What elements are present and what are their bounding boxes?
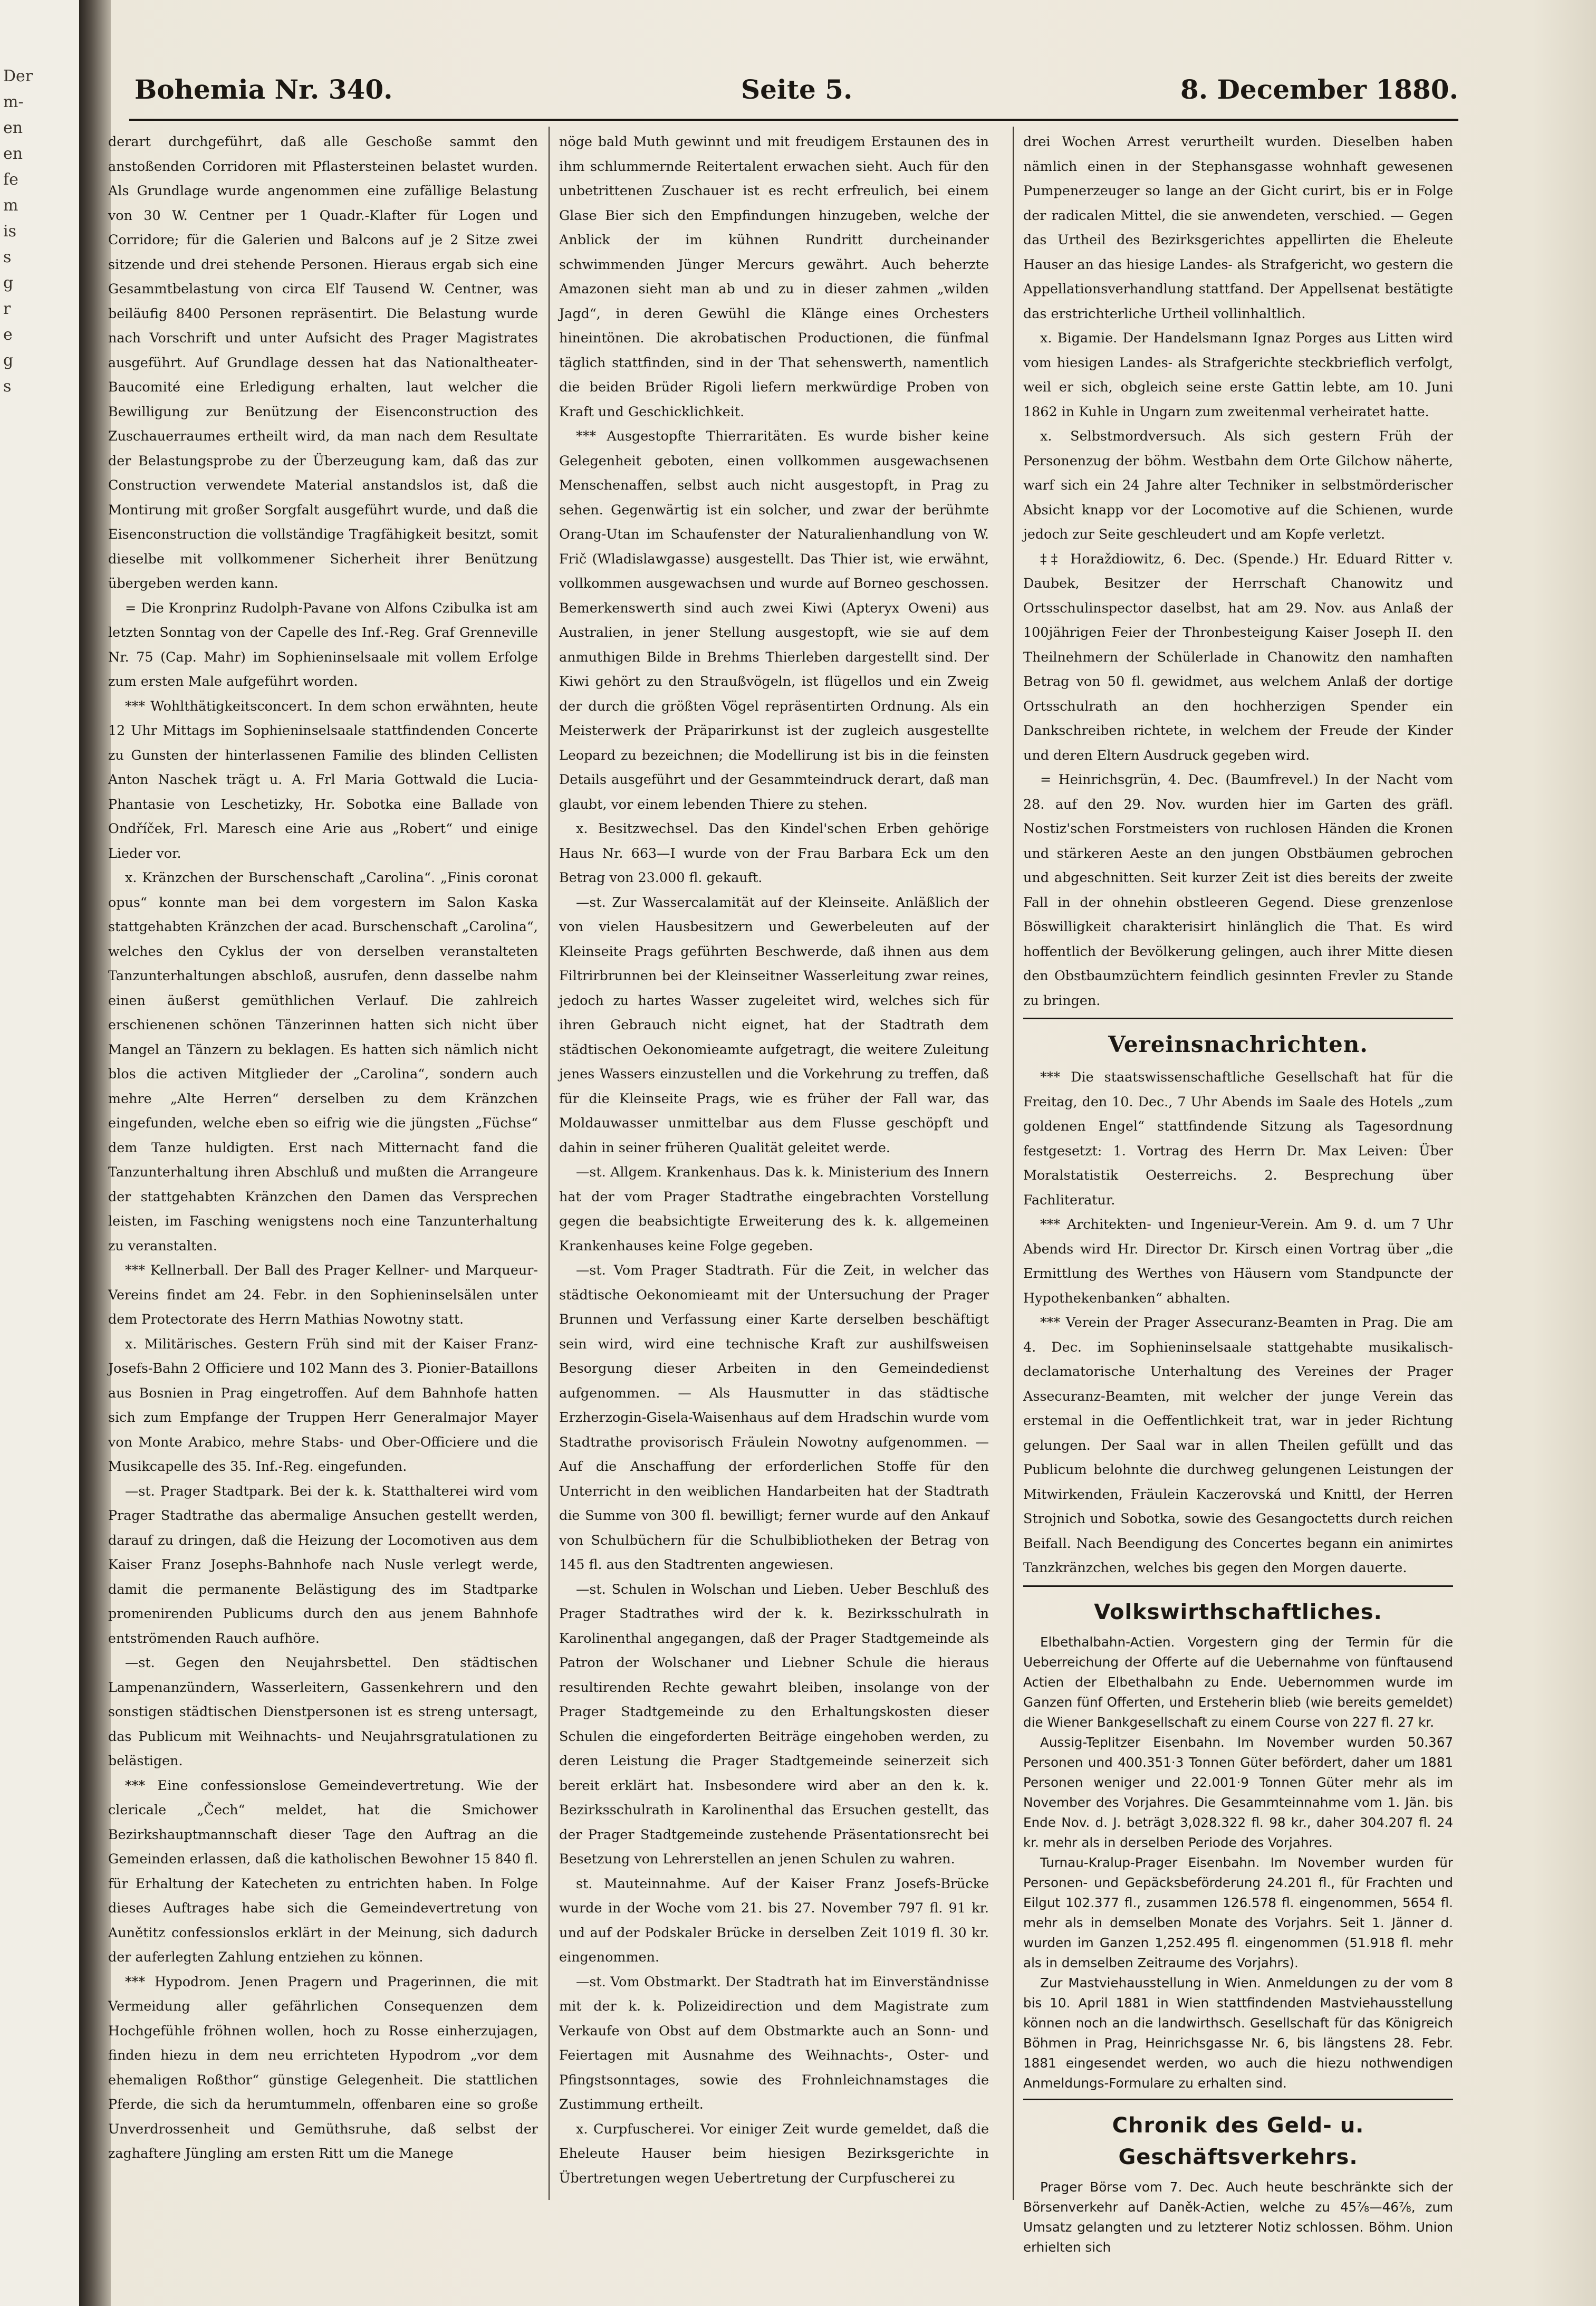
article-paragraph: *** Architekten- und Ingenieur-Verein. Am 9. d. um 7 Uhr Abends wird Hr. Director Dr. Kirsch einen Vortrag über „die Ermittlung des Werthes von Häusern vom Standpuncte der Hypothekenbanken“ abhalten.: [1023, 1216, 1453, 1306]
section-heading-volkswirthschaftliches: Volkswirthschaftliches.: [1094, 1600, 1382, 1624]
binding-gutter: [79, 0, 111, 2306]
previous-page-fragment: en: [3, 145, 23, 163]
article-paragraph: x. Militärisches. Gestern Früh sind mit der Kaiser Franz-Josefs-Bahn 2 Officiere und 102 Mann des 3. Pionier-Bataillons aus Bosnien in Prag eingetroffen. Auf dem Bahnhofe hatten sich zum Empfange der Truppen Herr Generalmajor Mayer von Monte Arabico, mehre Stabs- und Ober-Officiere und die Musikcapelle des 35. Inf.-Reg. eingefunden.: [108, 1335, 538, 1474]
article-paragraph: derart durchgeführt, daß alle Geschoße sammt den anstoßenden Corridoren mit Pflastersteinen belastet wurden. Als Grundlage wurde angenommen eine zufällige Belastung von 30 W. Centner per 1 Quadr.-Klafter für Logen und Corridore; für die Galerien und Balcons auf je 2 Sitze zwei sitzende und drei stehende Personen. Hieraus ergab sich eine Gesammtbelastung von circa Elf Tausend W. Centner, was beiläufig 8400 Personen repräsentirt. Die Belastung wurde nach Vorschrift und unter Aufsicht des Prager Magistrates ausgeführt. Auf Grundlage dessen hat das Nationaltheater-Baucomité eine Erledigung erhalten, laut welcher die Bewilligung zur Benützung der Eisenconstruction des Zuschauerraumes ertheilt wird, da man nach dem Resultate der Belastungsprobe zu der Überzeugung kam, daß das zur Construction verwendete Material anstandslos ist, daß die Montirung mit großer Sorgfalt ausgeführt wurde, und daß die Eisenconstruction die vollständige Tragfähigkeit besitzt, somit dieselbe mit vollkommener Sicherheit ihrer Benützung übergeben werden kann.: [108, 133, 538, 591]
column-rule: [549, 127, 550, 2200]
column-rule: [1013, 127, 1014, 2200]
previous-page-fragment: g: [3, 351, 14, 370]
previous-page-fragment: fe: [3, 170, 18, 189]
article-paragraph: x. Besitzwechsel. Das den Kindel'schen Erben gehörige Haus Nr. 663—I wurde von der Frau Barbara Eck um den Betrag von 23.000 fl. gekauft.: [559, 820, 989, 885]
article-paragraph: *** Verein der Prager Assecuranz-Beamten in Prag. Die am 4. Dec. im Sophieninselsaale stattgehabte musikalisch-declamatorische Unterhaltung des Vereines der Prager Assecuranz-Beamten, mit welcher der junge Verein das erstemal in die Oeffentlichkeit trat, war in jeder Richtung gelungen. Der Saal war in allen Theilen gefüllt und das Publicum belohnte die durchweg gelungenen Leistungen der Mitwirkenden, Fräulein Kaczerovská und Knittl, der Herren Strojnich und Sobotka, sowie des Gesangoctetts durch reichen Beifall. Nach Beendigung des Concertes begann ein animirtes Tanzkränzchen, welches bis gegen den Morgen dauerte.: [1023, 1314, 1453, 1575]
previous-page-fragment: g: [3, 274, 14, 292]
article-paragraph: x. Curpfuscherei. Vor einiger Zeit wurde gemeldet, daß die Eheleute Hauser beim hiesigen Bezirksgerichte in Übertretungen wegen Uebertretung der Curpfuscherei zu: [559, 2120, 989, 2186]
previous-page-fragment: m-: [3, 93, 24, 111]
article-paragraph: *** Ausgestopfte Thierraritäten. Es wurde bisher keine Gelegenheit geboten, einen vollkommen ausgewachsenen Menschenaffen, selbst auch nicht ausgestopft, in Prag zu sehen. Gegenwärtig ist ein solcher, und zwar der berühmte Orang-Utan im Schaufenster der Naturalienhandlung von W. Frič (Wladislawgasse) ausgestellt. Das Thier ist, wie erwähnt, vollkommen ausgewachsen und wurde auf Borneo geschossen. Bemerkenswerth sind auch zwei Kiwi (Apteryx Oweni) aus Australien, in jener Stellung ausgestopft, wie sie auf dem anmuthigen Bilde in Brehms Thierleben dargestellt sind. Der Kiwi gehört zu den Straußvögeln, ist flügellos und ein Zweig der durch die größten Vögel repräsentirten Ordnung. Als ein Meisterwerk der Präparirkunst ist der zugleich ausgestellte Leopard zu bezeichnen; die Modellirung ist bis in die feinsten Details ausgeführt und der Gesammteindruck derart, daß man glaubt, vor einem lebenden Thiere zu stehen.: [559, 428, 989, 812]
article-paragraph: —st. Prager Stadtpark. Bei der k. k. Statthalterei wird vom Prager Stadtrathe das abermalige Ansuchen gestellt werden, darauf zu dringen, daß die Heizung der Locomotiven aus dem Kaiser Franz Josephs-Bahnhofe nach Nusle verlegt werde, damit die permanente Belästigung des im Stadtparke promenirenden Publicums durch den aus jenem Bahnhofe entströmenden Rauch aufhöre.: [108, 1482, 538, 1646]
section-rule: [1023, 1018, 1453, 1019]
article-paragraph: = Heinrichsgrün, 4. Dec. (Baumfrevel.) In der Nacht vom 28. auf den 29. Nov. wurden hier im Garten des gräfl. Nostiz'schen Forstmeisters von ruchlosen Händen die Kronen und stärkeren Aeste an den jungen Obstbäumen gebrochen und abgeschnitten. Seit kurzer Zeit ist dies bereits der zweite Fall in der ohnehin obstleeren Gegend. Diese grenzenlose Böswilligkeit charakterisirt hinlänglich die That. Es wird hoffentlich der Bevölkerung gelingen, auch ihrer Mitte diesen den Obstbaumzüchtern feindlich gesinnten Frevler zu Stande zu bringen.: [1023, 771, 1453, 1008]
article-paragraph: ‡‡ Horaždiowitz, 6. Dec. (Spende.) Hr. Eduard Ritter v. Daubek, Besitzer der Herrschaft Chanowitz und Ortsschulinspector daselbst, hat am 29. Nov. aus Anlaß der 100jährigen Feier der Thronbesteigung Kaiser Joseph II. den Theilnehmern der Schülerlade in Chanowitz den namhaften Betrag von 50 fl. gewidmet, aus welchem Anlaß der dortige Ortsschulrath an den hochherzigen Spender ein Dankschreiben richtete, in welchem der Freude der Kinder und deren Eltern Ausdruck gegeben wird.: [1023, 550, 1453, 763]
section-heading-vereinsnachrichten: Vereinsnachrichten.: [1108, 1031, 1368, 1057]
article-paragraph: drei Wochen Arrest verurtheilt wurden. Dieselben haben nämlich einen in der Stephansgasse wohnhaft gewesenen Pumpenerzeuger so lange an der Gicht curirt, bis er in Folge der radicalen Mittel, die sie anwendeten, verschied. — Gegen das Urtheil des Bezirksgerichtes appellirten die Eheleute Hauser an das hiesige Landes- als Strafgericht, wo gestern die Appellationsverhandlung stattfand. Der Appellsenat bestätigte das erstrichterliche Urtheil vollinhaltlich.: [1023, 133, 1453, 321]
previous-page-fragment: s: [3, 377, 12, 396]
previous-page-fragment: en: [3, 119, 23, 137]
article-paragraph: —st. Schulen in Wolschan und Lieben. Ueber Beschluß des Prager Stadtrathes wird der k. k. Bezirksschulrath in Karolinenthal angegangen, daß der Prager Stadtgemeinde als Patron der Wolschaner und Liebner Schule die hieraus resultirenden Rechte gewahrt bleiben, insolange von der Prager Stadtgemeinde zu den Erhaltungskosten dieser Schulen die eingeforderten Beiträge eingehoben werden, zu deren Leistung die Prager Stadtgemeinde seinerzeit sich bereit erklärt hat. Insbesondere wird aber an den k. k. Bezirksschulrath in Karolinenthal das Ersuchen gestellt, das der Prager Stadtgemeinde zustehende Präsentationsrecht bei Besetzung von Lehrerstellen an jenen Schulen zu wahren.: [559, 1581, 989, 1867]
header-rule: [129, 119, 1458, 121]
article-paragraph: Prager Börse vom 7. Dec. Auch heute beschränkte sich der Börsenverkehr auf Daněk-Actien, welche zu 45⅞—46⅞, zum Umsatz gelangten und zu letzterer Notiz schlossen. Böhm. Union erhielten sich: [1023, 2179, 1453, 2255]
previous-page-fragment: s: [3, 248, 12, 266]
section-heading-chronik: Chronik des Geld- u. Geschäftsverkehrs.: [1112, 2113, 1364, 2169]
page-header: [129, 74, 1458, 121]
column-3: [1023, 129, 1453, 2255]
article-paragraph: *** Kellnerball. Der Ball des Prager Kellner- und Marqueur-Vereins findet am 24. Febr. in den Sophieninselsälen unter dem Protectorate des Herrn Mathias Nowotny statt.: [108, 1262, 538, 1327]
issue-date: 8. December 1880.: [1180, 74, 1458, 105]
previous-page-fragment: Der: [3, 67, 33, 85]
article-paragraph: x. Bigamie. Der Handelsmann Ignaz Porges aus Litten wird vom hiesigen Landes- als Strafgerichte steckbrieflich verfolgt, weil er sich, obgleich seine erste Gattin lebte, am 10. Juni 1862 in Kuhle in Ungarn zum zweitenmal verheiratet hatte.: [1023, 330, 1453, 419]
previous-page-fragments: [3, 63, 40, 399]
article-paragraph: st. Mauteinnahme. Auf der Kaiser Franz Josefs-Brücke wurde in der Woche vom 21. bis 27. November 797 fl. 91 kr. und auf der Podskaler Brücke in derselben Zeit 1019 fl. 30 kr. eingenommen.: [559, 1875, 989, 1965]
article-paragraph: —st. Allgem. Krankenhaus. Das k. k. Ministerium des Innern hat der vom Prager Stadtrathe eingebrachten Vorstellung gegen die beabsichtigte Erweiterung des k. k. allgemeinen Krankenhauses keine Folge gegeben.: [559, 1164, 989, 1254]
previous-page-fragment: r: [3, 300, 11, 318]
previous-page-fragment: m: [3, 196, 18, 215]
previous-page-fragment: e: [3, 326, 13, 344]
section-rule: [1023, 1585, 1453, 1587]
article-paragraph: x. Selbstmordversuch. Als sich gestern Früh der Personenzug der böhm. Westbahn dem Orte Gilchow näherte, warf sich ein 24 Jahre alter Techniker in selbstmörderischer Absicht knapp vor der Locomotive auf die Schienen, wurde jedoch zur Seite geschleudert und am Kopfe verletzt.: [1023, 428, 1453, 542]
column-1: [108, 129, 538, 2197]
article-paragraph: Turnau-Kralup-Prager Eisenbahn. Im November wurden für Personen- und Gepäcksbeförderung 24.201 fl., für Frachten und Eilgut 102.377 fl., zusammen 126.578 fl. eingenommen, 5654 fl. mehr als in demselben Monate des Vorjahrs. Seit 1. Jänner d. wurden im Ganzen 1,252.495 fl. eingenommen (51.918 fl. mehr als in demselben Zeitraume des Vorjahrs).: [1023, 1854, 1453, 1970]
article-paragraph: *** Hypodrom. Jenen Pragern und Pragerinnen, die mit Vermeidung aller gefährlichen Consequenzen dem Hochgefühle fröhnen wollen, hoch zu Rosse einherzujagen, finden hiezu in dem neu errichteten Hypodrom „vor dem ehemaligen Roßthor“ günstige Gelegenheit. Die stattlichen Pferde, die sich da herumtummeln, offenbaren eine so große Unverdrossenheit und Gemüthsruhe, daß selbst der zaghaftere Jüngling am ersten Ritt um die Manege: [108, 1973, 538, 2161]
article-paragraph: —st. Gegen den Neujahrsbettel. Den städtischen Lampenanzündern, Wasserleitern, Gassenkehrern und den sonstigen städtischen Dienstpersonen ist es streng untersagt, das Publicum mit Weihnachts- und Neujahrsgratulationen zu belästigen.: [108, 1654, 538, 1768]
article-paragraph: Aussig-Teplitzer Eisenbahn. Im November wurden 50.367 Personen und 400.351·3 Tonnen Güter befördert, daher um 1881 Personen weniger und 22.001·9 Tonnen Güter mehr als im November des Vorjahres. Die Gesammteinnahme vom 1. Jän. bis Ende Nov. d. J. beträgt 3,028.322 fl. 98 kr., daher 304.207 fl. 24 kr. mehr als in derselben Periode des Vorjahres.: [1023, 1734, 1453, 1850]
article-paragraph: = Die Kronprinz Rudolph-Pavane von Alfons Czibulka ist am letzten Sonntag von der Capelle des Inf.-Reg. Graf Grenneville Nr. 75 (Cap. Mahr) im Sophieninselsaale mit vollem Erfolge zum ersten Male aufgeführt worden.: [108, 599, 538, 689]
article-paragraph: —st. Zur Wassercalamität auf der Kleinseite. Anläßlich der von vielen Hausbesitzern und Gewerbeleuten auf der Kleinseite Prags geführten Beschwerde, daß ihnen aus dem Filtrirbrunnen bei der Kleinseitner Wasserleitung zwar reines, jedoch zu hartes Wasser zugeleitet wird, welches sich für ihren Gebrauch nicht eignet, hat der Stadtrath dem städtischen Oekonomieamte aufgetragt, die weitere Zuleitung jenes Wassers einzustellen und die Vorkehrung zu treffen, daß für die Kleinseite Prags, wie es früher der Fall war, das Moldauwasser unmittelbar aus dem Flusse geschöpft und dahin in seiner früheren Qualität geleitet werde.: [559, 894, 989, 1155]
column-2: [559, 129, 989, 2197]
article-paragraph: *** Eine confessionslose Gemeindevertretung. Wie der clericale „Čech“ meldet, hat die Smichower Bezirkshauptmannschaft dieser Tage den Auftrag an die Gemeinden erlassen, daß die katholischen Bewohner 15 840 fl. für Erhaltung der Katecheten zu entrichten haben. In Folge dieses Auftrages habe sich die Gemeindevertretung von Aunětitz confessionslos erklärt in der Meinung, sich dadurch der auferlegten Zahlung entziehen zu können.: [108, 1777, 538, 1965]
article-paragraph: nöge bald Muth gewinnt und mit freudigem Erstaunen des in ihm schlummernde Reitertalent erwachen sieht. Auch für den unbetrittenen Zuschauer ist es recht erfreulich, bei einem Glase Bier sich den Empfindungen hinzugeben, welche der Anblick der im kühnen Rundritt durcheinander schwimmenden Jünger Mercurs gewährt. Auch beherzte Amazonen sieht man ab und zu in dieser zahmen „wilden Jagd“, in deren Gewühl die Klänge eines Orchesters hineintönen. Die akrobatischen Productionen, die fünfmal täglich stattfinden, sind in der That sehenswerth, namentlich die beiden Brüder Rigoli liefern merkwürdige Proben von Kraft und Geschicklichkeit.: [559, 133, 989, 419]
article-paragraph: —st. Vom Obstmarkt. Der Stadtrath hat im Einverständnisse mit der k. k. Polizeidirection und dem Magistrate zum Verkaufe von Obst auf dem Obstmarkte auch an Sonn- und Feiertagen mit Ausnahme des Weihnachts-, Oster- und Pfingstsonntages, sowie des Frohnleichnamstages die Zustimmung ertheilt.: [559, 1973, 989, 2112]
article-paragraph: Zur Mastviehausstellung in Wien. Anmeldungen zu der vom 8 bis 10. April 1881 in Wien stattfindenden Mastviehausstellung können noch an die landwirthsch. Gesellschaft für das Königreich Böhmen in Prag, Heinrichsgasse Nr. 6, bis längstens 28. Febr. 1881 eingesendet werden, wo auch die hiezu nothwendigen Anmeldungs-Formulare zu erhalten sind.: [1023, 1975, 1453, 2091]
previous-page-edge: [0, 0, 79, 2306]
article-paragraph: Elbethalbahn-Actien. Vorgestern ging der Termin für die Ueberreichung der Offerte auf die Uebernahme von fünftausend Actien der Elbethalbahn zu Ende. Uebernommen wurde im Ganzen fünf Offerten, und Ersteherin blieb (wie bereits gemeldet) die Wiener Bankgesellschaft zu einem Course von 227 fl. 27 kr.: [1023, 1634, 1453, 1730]
masthead-issue: Bohemia Nr. 340.: [134, 74, 393, 105]
page-number: Seite 5.: [741, 74, 853, 105]
article-paragraph: x. Kränzchen der Burschenschaft „Carolina“. „Finis coronat opus“ konnte man bei dem vorgestern im Salon Kaska stattgehabten Kränzchen der acad. Burschenschaft „Carolina“, welches den Cyklus der von derselben veranstalteten Tanzunterhaltungen abschloß, ausrufen, denn dasselbe nahm einen äußerst gemüthlichen Verlauf. Die zahlreich erschienenen schönen Tänzerinnen hatten sich nicht über Mangel an Tänzern zu beklagen. Es hatten sich nämlich nicht blos die activen Mitglieder der „Carolina“, sondern auch mehre „Alte Herren“ derselben zu dem Kränzchen eingefunden, welche eben so eifrig wie die jüngsten „Füchse“ dem Tanze huldigten. Erst nach Mitternacht fand die Tanzunterhaltung ihren Abschluß und mußten die Arrangeure der stattgehabten Kränzchen den Damen das Versprechen leisten, im Fasching wenigstens noch eine Tanzunterhaltung zu veranstalten.: [108, 869, 538, 1254]
article-paragraph: *** Wohlthätigkeitsconcert. In dem schon erwähnten, heute 12 Uhr Mittags im Sophieninselsaale stattfindenden Concerte zu Gunsten der hinterlassenen Familie des blinden Cellisten Anton Naschek trägt u. A. Frl Maria Gottwald die Lucia-Phantasie von Leschetizky, Hr. Sobotka eine Ballade von Ondříček, Frl. Maresch eine Arie aus „Robert“ und einige Lieder vor.: [108, 697, 538, 861]
article-paragraph: *** Die staatswissenschaftliche Gesellschaft hat für die Freitag, den 10. Dec., 7 Uhr Abends im Saale des Hotels „zum goldenen Engel“ stattfindende Sitzung als Tagesordnung festgesetzt: 1. Vortrag des Herrn Dr. Max Leiven: Über Moralstatistik Oesterreichs. 2. Besprechung über Fachliteratur.: [1023, 1069, 1453, 1208]
article-paragraph: —st. Vom Prager Stadtrath. Für die Zeit, in welcher das städtische Oekonomieamt mit der Untersuchung der Prager Brunnen und Verfassung einer Karte derselben beschäftigt sein wird, wird eine technische Kraft zur aushilfsweisen Besorgung dieser Arbeiten in den Gemeindedienst aufgenommen. — Als Hausmutter in das städtische Erzherzogin-Gisela-Waisenhaus auf dem Hradschin wurde vom Stadtrathe provisorisch Fräulein Nowotny aufgenommen. — Auf die Anschaffung der erforderlichen Stoffe für den Unterricht in den weiblichen Handarbeiten hat der Stadtrath die Summe von 300 fl. bewilligt; ferner wurde auf den Ankauf von Schulbüchern für die Schulbibliotheken der Betrag von 145 fl. aus den Stadtrenten angewiesen.: [559, 1262, 989, 1572]
previous-page-fragment: is: [3, 222, 16, 241]
section-rule: [1023, 2099, 1453, 2100]
